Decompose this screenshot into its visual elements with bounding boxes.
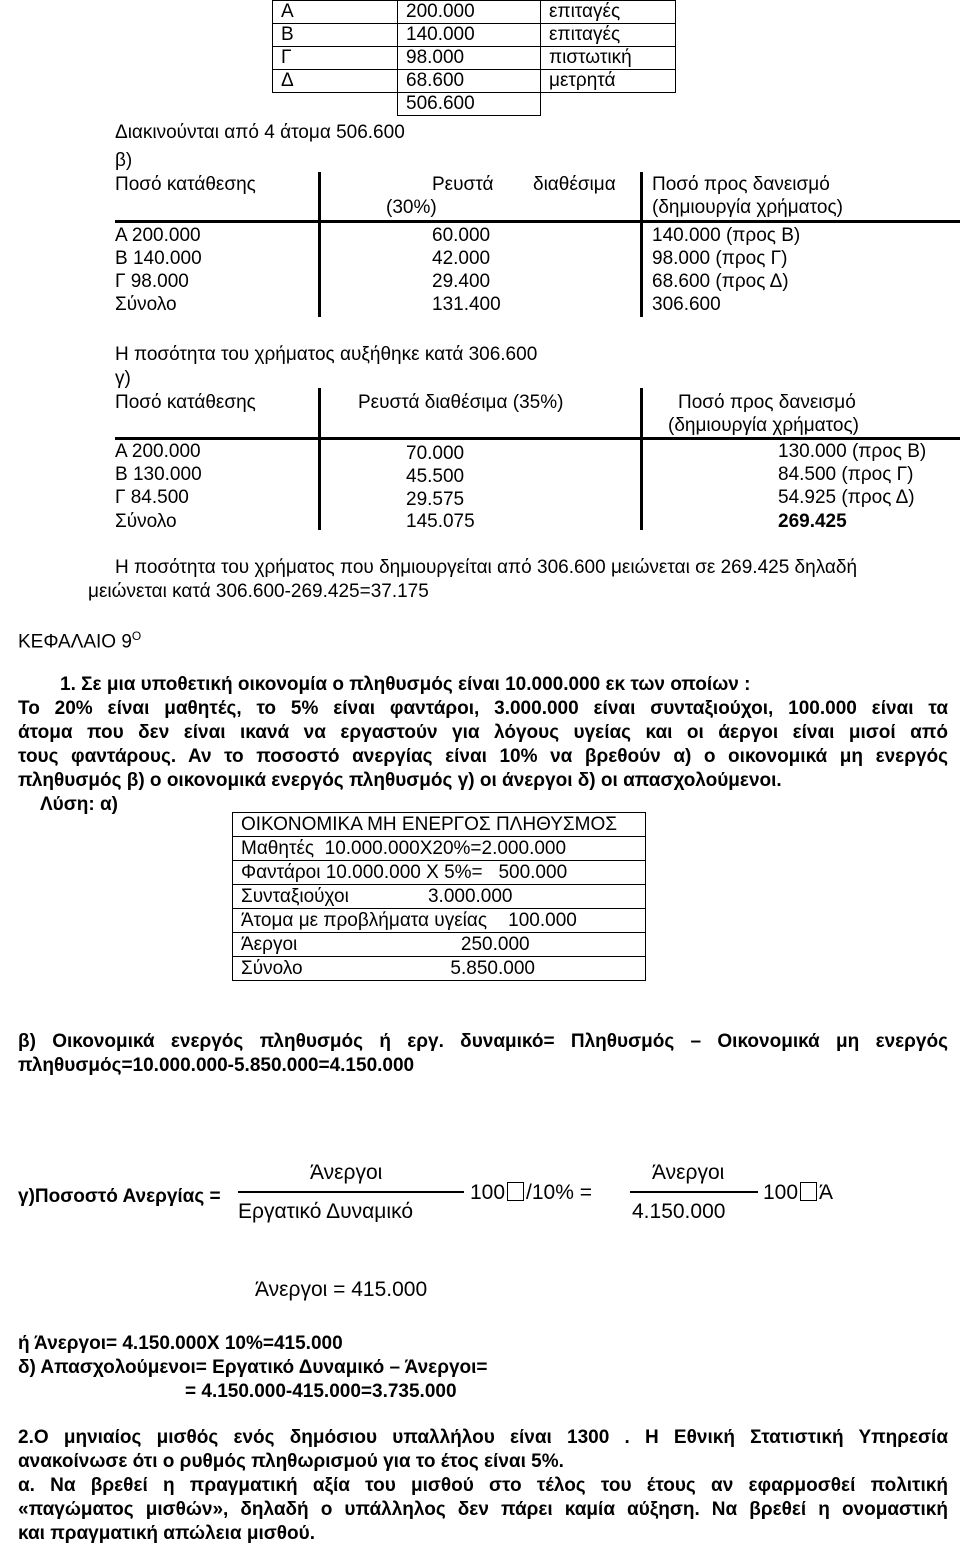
multiplier-2 [763, 1181, 833, 1205]
solution-label: Λύση: α) [40, 794, 118, 815]
exercise-1 [18, 673, 948, 817]
table-cell: Σύνολο 5.850.000 [233, 957, 646, 981]
unemployed-result: Άνεργοι = 415.000 [255, 1278, 428, 1301]
intro-line: Διακινούνται από 4 άτομα 506.600 [115, 122, 405, 143]
chapter-title-sup: Ο [131, 629, 142, 643]
b-header-liquid: Ρευστά [432, 174, 494, 195]
c-row-c3: 130.000 (προς Β) [778, 441, 927, 462]
divider [640, 172, 643, 317]
deposit-amount: 200.000 [398, 1, 541, 24]
c-row-c2: 29.575 [406, 489, 465, 510]
c-row-c2: 45.500 [406, 466, 465, 487]
equals-ten-percent: /10% = [526, 1181, 593, 1204]
exercise-1-line: Το 20% είναι μαθητές, το 5% είναι φαντάροι, 3.000.000 είναι συνταξιούχοι, 100.000 είναι τα [18, 698, 948, 719]
inactive-population-table [232, 812, 646, 981]
fraction-2-denominator: 4.150.000 [632, 1200, 726, 1223]
section-b-label: β) [115, 150, 133, 171]
deposit-label: Α [273, 1, 398, 24]
table-cell: ΟΙΚΟΝΟΜΙΚΑ ΜΗ ΕΝΕΡΓΟΣ ΠΛΗΘΥΣΜΟΣ [233, 813, 646, 837]
cut-off-text: Ά [819, 1181, 834, 1204]
b-header-loan-2: (δημιουργία χρήματος) [652, 197, 843, 218]
table-row [273, 47, 676, 70]
b-header-loan: Ποσό προς δανεισμό [652, 174, 830, 195]
fraction-bar [630, 1191, 758, 1193]
deposit-label: Γ [273, 47, 398, 70]
part-d-line: = 4.150.000-415.000=3.735.000 [185, 1381, 457, 1402]
table-row [233, 813, 646, 837]
deposit-amount: 98.000 [398, 47, 541, 70]
section-c-label: γ) [115, 368, 131, 389]
deposit-type: επιταγές [541, 24, 676, 47]
part-d-line: δ) Απασχολούμενοι= Εργατικό Δυναμικό – Άνεργοι= [18, 1357, 488, 1378]
deposit-amount: 140.000 [398, 24, 541, 47]
b-row-c2: 60.000 [432, 225, 491, 246]
c-header-liquid: Ρευστά διαθέσιμα (35%) [358, 392, 564, 413]
divider [318, 388, 321, 530]
b-row-total-label: Σύνολο [115, 294, 177, 315]
b-header-deposit: Ποσό κατάθεσης [115, 174, 256, 195]
table-cell: Άτομα με προβλήματα υγείας 100.000 [233, 909, 646, 933]
table-cell: Συνταξιούχοι 3.000.000 [233, 885, 646, 909]
c-row-c1: Α 200.000 [115, 441, 201, 462]
exercise-2-line: 2.Ο μηνιαίος μισθός ενός δημόσιου υπαλλήλου είναι 1300 . Η Εθνική Στατιστική Υπηρεσία [18, 1427, 948, 1448]
part-b [18, 1030, 948, 1078]
table-cell: Φαντάροι 10.000.000 Χ 5%= 500.000 [233, 861, 646, 885]
fraction-1-denominator: Εργατικό Δυναμικό [238, 1200, 413, 1223]
exercise-1-line: πληθυσμός β) ο οικονομικά ενεργός πληθυσμός γ) οι άνεργοι δ) οι απασχολούμενοι. [18, 770, 782, 791]
c-row-c3: 84.500 (προς Γ) [778, 464, 914, 485]
deposit-label: Β [273, 24, 398, 47]
c-row-total-label: Σύνολο [115, 511, 177, 532]
table-cell: Μαθητές 10.000.000Χ20%=2.000.000 [233, 837, 646, 861]
deposit-total: 506.600 [398, 93, 541, 116]
c-header-loan-2: (δημιουργία χρήματος) [668, 415, 859, 436]
b-row-total-loan: 306.600 [652, 294, 721, 315]
c-row-c1: Γ 84.500 [115, 487, 189, 508]
table-row [233, 933, 646, 957]
table-cell: Άεργοι 250.000 [233, 933, 646, 957]
chapter-title [18, 625, 141, 653]
exercise-2a-line: και πραγματική απώλεια μισθού. [18, 1523, 315, 1544]
c-header-loan: Ποσό προς δανεισμό [678, 392, 856, 413]
deposit-type: μετρητά [541, 70, 676, 93]
c-row-c2: 70.000 [406, 443, 465, 464]
c-row-c1: Β 130.000 [115, 464, 202, 485]
c-header-deposit: Ποσό κατάθεσης [115, 392, 256, 413]
c-row-c3: 54.925 (προς Δ) [778, 487, 915, 508]
part-b-line: πληθυσμός=10.000.000-5.850.000=4.150.000 [18, 1055, 415, 1076]
fraction-bar [238, 1191, 464, 1193]
table-row [233, 837, 646, 861]
b-row-c2: 42.000 [432, 248, 491, 269]
b-row-c1: Α 200.000 [115, 225, 201, 246]
b-row-total-liquid: 131.400 [432, 294, 501, 315]
placeholder-box-icon [800, 1182, 817, 1201]
exercise-2-line: ανακοίνωσε ότι ο ρυθμός πληθωρισμού για το έτος είναι 5%. [18, 1451, 564, 1472]
multiplier [470, 1181, 592, 1205]
deposit-amount: 68.600 [398, 70, 541, 93]
exercise-2a-line: α. Να βρεθεί η πραγματική αξία του μισθού στο τέλος του έτους αν εφαρμοσθεί πολιτική [18, 1475, 948, 1496]
exercise-1-line: 1. Σε μια υποθετική οικονομία ο πληθυσμός είναι 10.000.000 εκ των οποίων : [60, 674, 751, 695]
table-row [233, 885, 646, 909]
exercise-1-line: άτομα που δεν είναι ικανά να εργαστούν για λόγους υγείας και οι άεργοι είναι μισοί από [18, 722, 948, 743]
multiplier-value: 100 [470, 1181, 506, 1204]
table-row [233, 861, 646, 885]
table-row [233, 957, 646, 981]
chapter-title-text: ΚΕΦΑΛΑΙΟ 9 [18, 631, 132, 653]
b-note: Η ποσότητα του χρήματος αυξήθηκε κατά 306.600 [115, 344, 538, 365]
table-row [273, 1, 676, 24]
divider [318, 172, 321, 317]
deposit-type: πιστωτική [541, 47, 676, 70]
divider [115, 220, 960, 223]
c-row-total-liquid: 145.075 [406, 511, 475, 532]
divider [115, 437, 960, 440]
placeholder-box-icon [507, 1182, 524, 1201]
table-row [273, 24, 676, 47]
c-note-2: μειώνεται κατά 306.600-269.425=37.175 [88, 581, 429, 602]
b-header-liquid-2: διαθέσιμα [533, 174, 616, 195]
unemployment-rate-label: γ)Ποσοστό Ανεργίας = [18, 1186, 221, 1207]
deposit-type: επιταγές [541, 1, 676, 24]
fraction-2-numerator: Άνεργοι [652, 1161, 725, 1184]
table-row [233, 909, 646, 933]
b-row-c1: Β 140.000 [115, 248, 202, 269]
multiplier-2-value: 100 [763, 1181, 799, 1204]
c-note-1: Η ποσότητα του χρήματος που δημιουργείται από 306.600 μειώνεται σε 269.425 δηλαδή [115, 557, 858, 578]
unemployed-alt: ή Άνεργοι= 4.150.000Χ 10%=415.000 [18, 1333, 343, 1354]
b-row-c2: 29.400 [432, 271, 491, 292]
table-row [273, 93, 676, 116]
deposits-table [272, 0, 676, 116]
deposit-label: Δ [273, 70, 398, 93]
divider [640, 388, 643, 530]
b-header-pct: (30%) [386, 197, 437, 218]
c-row-total-loan: 269.425 [778, 511, 847, 532]
b-row-c3: 98.000 (προς Γ) [652, 248, 788, 269]
fraction-1-numerator: Άνεργοι [310, 1161, 383, 1184]
exercise-2a-line: «παγώματος μισθών», δηλαδή ο υπάλληλος δεν πάρει καμία αύξηση. Να βρεθεί η ονομαστική [18, 1499, 948, 1520]
b-row-c3: 140.000 (προς Β) [652, 225, 801, 246]
exercise-1-line: τους φαντάρους. Αν το ποσοστό ανεργίας είναι 10% να βρεθούν α) ο οικονομικά μη ενεργός [18, 746, 948, 767]
exercise-2 [18, 1426, 948, 1546]
b-row-c3: 68.600 (προς Δ) [652, 271, 789, 292]
part-b-line: β) Οικονομικά ενεργός πληθυσμός ή εργ. δυναμικό= Πληθυσμός – Οικονομικά μη ενεργός [18, 1031, 948, 1052]
b-row-c1: Γ 98.000 [115, 271, 189, 292]
table-row [273, 70, 676, 93]
